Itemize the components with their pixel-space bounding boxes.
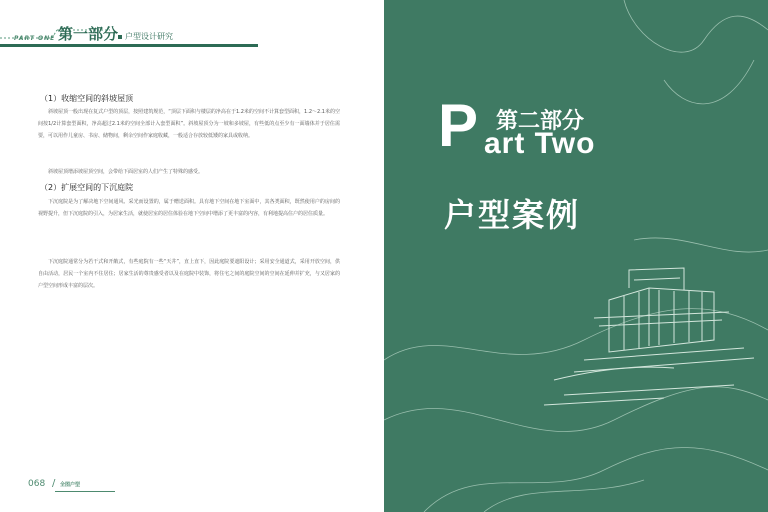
part-title: 第一部分 bbox=[58, 25, 119, 43]
body-paragraph: 斜坡屋顶增添坡屋顶空间，会带给下面居室的人们产生了特殊的感受。 bbox=[48, 169, 204, 175]
body-paragraph: 斜坡屋顶一般出现在复式户型的顶层，按照建筑规范，“顶层下面积与楼层的净高在于1.2米的空间不计算套型面积，1.2～2.1米的空间按1/2计算套型面积，净高超过2.1米的空间全部计入套型面积”。斜坡屋顶分为一坡和多坡屋，有些低的点至少有一面墙体并于居住需要，可以用作儿童房、书房、储物间，剩余空间作家庭收藏，一般适合存放较低矮的家具或收纳。 bbox=[38, 109, 340, 139]
part-two-title-en: art Two bbox=[484, 127, 596, 160]
right-page bbox=[384, 0, 768, 512]
subsection-heading: （2）扩展空间的下沉庭院 bbox=[40, 183, 134, 192]
body-paragraph: 下沉庭院通常分为若干式和开敞式，有些庭院有一些“天井”，直上直下，因此庭院要遮阳设计；采用安全通道式，采用开放空间，供自由活动，居民一个室内不住居住；居家生活的尊贵感受者以及在庭院中装饰，将住宅之间的庭院空间的空间在延伸并扩充，与又居家的户型空间形成丰富的层次。 bbox=[38, 259, 340, 289]
header-rule bbox=[0, 44, 258, 47]
part-label: PART ONE bbox=[14, 35, 56, 42]
subsection-heading: （1）收缩空间的斜坡屋顶 bbox=[40, 94, 134, 103]
part-two-title-cn: 第二部分 bbox=[496, 109, 585, 134]
footer-rule bbox=[55, 491, 115, 492]
header-bullet bbox=[118, 35, 122, 39]
page-number: 068 bbox=[28, 479, 46, 489]
big-letter-p: P bbox=[438, 92, 479, 159]
chapter-title: 户型案例 bbox=[444, 196, 581, 234]
architecture-sketch bbox=[384, 0, 768, 512]
book-title: 全图户型 bbox=[60, 482, 81, 488]
body-paragraph: 下沉庭院是为了解决地下空间通风、采光而设置的，属于赠送面积。具有地下空间在地下室面中，其各类面积，既然使用户的房间的视野提升，但下沉庭院的引入，为居家生活，就使居室的居住体验在地下空间中增添了更丰富的内容，有利地提高住户的居住质量。 bbox=[38, 199, 340, 217]
section-title: 户型设计研究 bbox=[125, 32, 173, 41]
footer-slash: / bbox=[52, 478, 56, 489]
